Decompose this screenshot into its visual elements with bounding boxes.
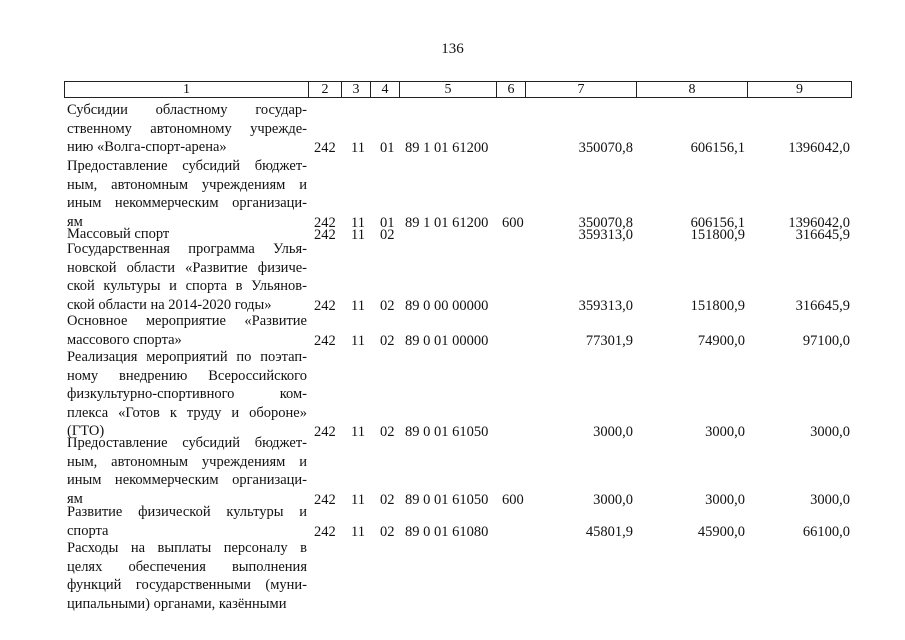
row-description xyxy=(67,240,307,314)
cell-c9: 316645,9 xyxy=(795,227,850,243)
cell-c8: 74900,0 xyxy=(697,332,745,349)
description-line: иным некоммерческим организаци- xyxy=(67,195,307,212)
cell-c2: 242 xyxy=(314,491,336,508)
cell-c3: 11 xyxy=(351,523,365,540)
cell-c4: 02 xyxy=(380,332,395,349)
description-line: массового спорта» xyxy=(67,331,182,348)
header-col-7: 7 xyxy=(526,82,637,97)
cell-c4: 02 xyxy=(380,424,395,441)
cell-c9: 3000,0 xyxy=(810,491,850,508)
cell-c7: 350070,8 xyxy=(578,214,633,231)
header-col-9: 9 xyxy=(796,82,803,97)
cell-c5: 89 0 01 00000 xyxy=(405,332,489,349)
header-col-3: 3 xyxy=(342,82,371,97)
cell-c2: 242 xyxy=(314,227,336,243)
cell-c2: 242 xyxy=(314,140,336,157)
header-col-2: 2 xyxy=(309,82,342,97)
cell-c9: 97100,0 xyxy=(802,332,850,349)
description-line: Субсидии областному государ- xyxy=(67,102,307,118)
description-line: Расходы на выплаты персоналу в xyxy=(67,540,307,556)
cell-c5: 89 1 01 61200 xyxy=(405,214,489,231)
description-line: ской области на 2014-2020 годы» xyxy=(67,296,272,313)
cell-c5: 89 0 00 00000 xyxy=(405,297,489,314)
description-line: физкультурно-спортивного ком- xyxy=(67,386,307,403)
description-line: плекса «Готов к труду и обороне» xyxy=(67,404,307,421)
cell-c8: 151800,9 xyxy=(690,297,745,314)
cell-c4: 02 xyxy=(380,227,395,243)
cell-c5: 89 0 01 61050 xyxy=(405,491,489,508)
row-description xyxy=(67,312,307,349)
cell-c6: 600 xyxy=(502,214,524,231)
description-line: иным некоммерческим организаци- xyxy=(67,472,307,489)
description-line: ным, автономным учреждениям и xyxy=(67,453,307,470)
description-line: спорта xyxy=(67,522,109,539)
description-line: новской области «Развитие физиче- xyxy=(67,259,307,276)
row-description xyxy=(67,503,307,540)
cell-c7: 77301,9 xyxy=(585,332,633,349)
cell-c7: 45801,9 xyxy=(585,523,633,540)
description-line: Государственная программа Улья- xyxy=(67,241,307,257)
table-header xyxy=(64,81,852,98)
cell-c5: 89 1 01 61200 xyxy=(405,140,489,157)
row-description xyxy=(67,101,307,157)
header-col-1: 1 xyxy=(65,82,309,97)
description-line: ям xyxy=(67,490,83,507)
description-line: нию «Волга-спорт-арена» xyxy=(67,139,227,156)
cell-c2: 242 xyxy=(314,297,336,314)
row-description xyxy=(67,434,307,508)
description-line: Реализация мероприятий по поэтап- xyxy=(67,349,307,365)
cell-c7: 3000,0 xyxy=(593,491,633,508)
header-col-6: 6 xyxy=(497,82,526,97)
description-line: ям xyxy=(67,213,83,230)
cell-c9: 1396042,0 xyxy=(788,214,850,231)
description-line: Развитие физической культуры и xyxy=(67,504,307,520)
cell-c3: 11 xyxy=(351,491,365,508)
cell-c9: 3000,0 xyxy=(810,424,850,441)
cell-c4: 01 xyxy=(380,214,395,231)
cell-c2: 242 xyxy=(314,214,336,231)
description-line: ственному автономному учрежде- xyxy=(67,120,307,137)
row-description xyxy=(67,348,307,441)
description-line: ской культуры и спорта в Ульянов- xyxy=(67,278,307,295)
cell-c7: 350070,8 xyxy=(578,140,633,157)
cell-c3: 11 xyxy=(351,140,365,157)
cell-c4: 02 xyxy=(380,523,395,540)
cell-c8: 606156,1 xyxy=(690,140,745,157)
cell-c3: 11 xyxy=(351,214,365,231)
cell-c6: 600 xyxy=(502,491,524,508)
cell-c9: 66100,0 xyxy=(802,523,850,540)
cell-c3: 11 xyxy=(351,424,365,441)
cell-c8: 3000,0 xyxy=(705,424,745,441)
row-description xyxy=(67,157,307,231)
description-line: Предоставление субсидий бюджет- xyxy=(67,435,307,451)
cell-c5: 89 0 01 61050 xyxy=(405,424,489,441)
cell-c9: 1396042,0 xyxy=(788,140,850,157)
description-line: ным, автономным учреждениям и xyxy=(67,176,307,193)
header-col-5: 5 xyxy=(400,82,497,97)
cell-c7: 3000,0 xyxy=(593,424,633,441)
description-line: ному внедрению Всероссийского xyxy=(67,367,307,384)
cell-c3: 11 xyxy=(351,227,365,243)
cell-c7: 359313,0 xyxy=(578,227,633,243)
cell-c2: 242 xyxy=(314,424,336,441)
description-line: Массовый спорт xyxy=(67,226,170,242)
cell-c2: 242 xyxy=(314,332,336,349)
cell-c4: 01 xyxy=(380,140,395,157)
description-line: ципальными) органами, казёнными xyxy=(67,595,287,612)
description-line: Основное мероприятие «Развитие xyxy=(67,313,307,329)
cell-c4: 02 xyxy=(380,491,395,508)
cell-c2: 242 xyxy=(314,523,336,540)
header-col-4: 4 xyxy=(371,82,400,97)
description-line: функций государственными (муни- xyxy=(67,577,307,594)
cell-c7: 359313,0 xyxy=(578,297,633,314)
description-line: Предоставление субсидий бюджет- xyxy=(67,158,307,174)
cell-c5: 89 0 01 61080 xyxy=(405,523,489,540)
description-line: целях обеспечения выполнения xyxy=(67,558,307,575)
cell-c3: 11 xyxy=(351,297,365,314)
cell-c8: 45900,0 xyxy=(697,523,745,540)
description-line: (ГТО) xyxy=(67,423,105,440)
cell-c8: 3000,0 xyxy=(705,491,745,508)
cell-c8: 606156,1 xyxy=(690,214,745,231)
cell-c8: 151800,9 xyxy=(690,227,745,243)
cell-c3: 11 xyxy=(351,332,365,349)
header-col-8: 8 xyxy=(637,82,748,97)
row-description xyxy=(67,539,307,613)
cell-c9: 316645,9 xyxy=(795,297,850,314)
page-number: 136 xyxy=(441,41,464,57)
cell-c4: 02 xyxy=(380,297,395,314)
